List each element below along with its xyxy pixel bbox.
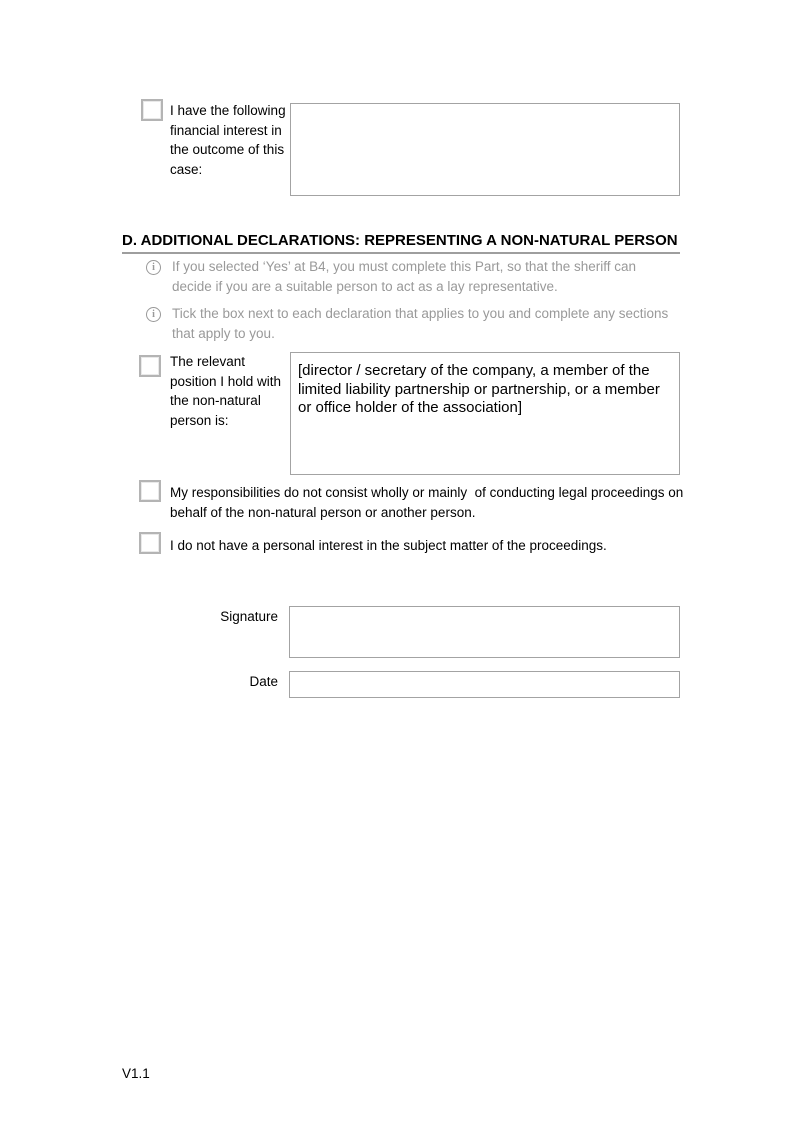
financial-interest-checkbox[interactable] xyxy=(141,99,163,121)
info-note-text: Tick the box next to each declaration that applies to you and complete any sections that apply to you. xyxy=(172,306,669,341)
date-label: Date xyxy=(249,674,278,689)
personal-interest-declaration-text: I do not have a personal interest in the subject matter of the proceedings. xyxy=(170,538,607,553)
section-d-heading: D. ADDITIONAL DECLARATIONS: REPRESENTING A NON-NATURAL PERSON xyxy=(122,232,680,254)
signature-field[interactable] xyxy=(289,606,680,658)
responsibilities-checkbox[interactable] xyxy=(139,480,161,502)
info-icon: i xyxy=(146,260,161,275)
version-label: V1.1 xyxy=(122,1066,150,1081)
responsibilities-declaration-text: My responsibilities do not consist wholly or mainly of conducting legal proceedings on behalf of the non-natural person or another person. xyxy=(170,485,688,520)
info-note-1 xyxy=(146,257,680,296)
financial-interest-label: I have the following financial interest in the outcome of this case: xyxy=(170,103,286,177)
info-icon: i xyxy=(146,307,161,322)
info-note-text: If you selected ‘Yes’ at B4, you must complete this Part, so that the sheriff can decide if you are a suitable person to act as a lay representative. xyxy=(172,259,636,294)
info-note-2 xyxy=(146,304,680,343)
relevant-position-checkbox[interactable] xyxy=(139,355,161,377)
financial-interest-field[interactable] xyxy=(290,103,680,196)
relevant-position-field[interactable]: [director / secretary of the company, a member of the limited liability partnership or partnership, or a member or office holder of the association] xyxy=(290,352,680,475)
relevant-position-label: The relevant position I hold with the non-natural person is: xyxy=(170,354,282,428)
signature-label: Signature xyxy=(220,609,278,624)
date-field[interactable] xyxy=(289,671,680,698)
personal-interest-checkbox[interactable] xyxy=(139,532,161,554)
